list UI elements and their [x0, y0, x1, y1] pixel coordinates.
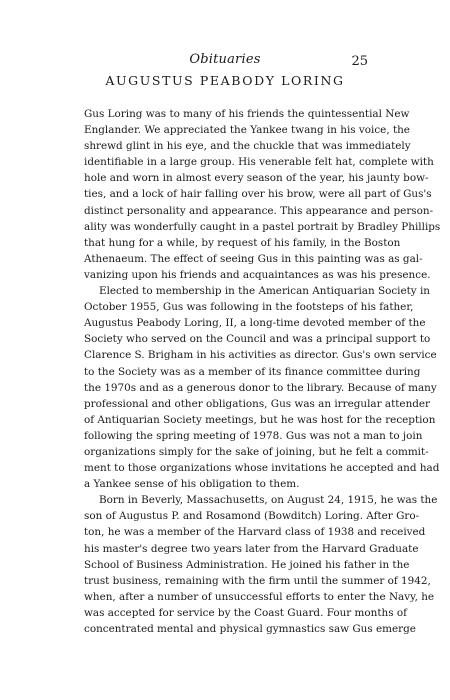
body-line: when, after a number of unsuccessful efforts to enter the Navy, he	[84, 590, 435, 603]
body-line: a Yankee sense of his obligation to them.	[84, 478, 300, 491]
body-line: following the spring meeting of 1978. Gus was not a man to join	[84, 429, 423, 442]
body-line: son of Augustus P. and Rosamond (Bowditch) Loring. After Gro-	[84, 510, 420, 523]
body-line: the 1970s and as a generous donor to the library. Because of many	[84, 381, 437, 394]
body-line: Augustus Peabody Loring, II, a long-time devoted member of the	[84, 317, 426, 330]
body-line: Athenaeum. The effect of seeing Gus in this painting was as gal-	[84, 252, 423, 265]
body-line: concentrated mental and physical gymnastics saw Gus emerge	[84, 623, 416, 635]
body-line: his master's degree two years later from the Harvard Graduate	[84, 542, 419, 555]
body-line: School of Business Administration. He joined his father in the	[84, 558, 410, 571]
body-line: Born in Beverly, Massachusetts, on August 24, 1915, he was the	[99, 494, 438, 507]
body-line: was accepted for service by the Coast Guard. Four months of	[84, 606, 407, 619]
body-line: Society who served on the Council and was a principal support to	[84, 333, 431, 346]
body-line: Clarence S. Brigham in his activities as director. Gus's own service	[84, 349, 437, 362]
body-line: to the Society was as a member of its finance committee during	[84, 365, 421, 378]
body-line: Gus Loring was to many of his friends the quintessential New	[84, 108, 410, 120]
body-line: professional and other obligations, Gus was an irregular attender	[84, 397, 431, 410]
body-line: Elected to membership in the American Antiquarian Society in	[99, 285, 430, 298]
body-line: distinct personality and appearance. This appearance and person-	[84, 204, 434, 217]
body-line: Englander. We appreciated the Yankee twang in his voice, the	[84, 124, 410, 137]
running-head: Obituaries	[189, 52, 261, 67]
body-line: trust business, remaining with the firm until the summer of 1942,	[84, 574, 431, 587]
body-line: ton, he was a member of the Harvard class of 1938 and received	[84, 526, 426, 539]
body-line: ties, and a lock of hair falling over his brow, were all part of Gus's	[84, 188, 432, 201]
body-line: identifiable in a large group. His venerable felt hat, complete with	[84, 156, 434, 169]
body-line: October 1955, Gus was following in the footsteps of his father,	[84, 301, 414, 314]
body-line: ment to those organizations whose invitations he accepted and had	[84, 462, 440, 475]
body-line: organizations simply for the sake of joining, but he felt a commit-	[84, 445, 429, 458]
body-line: that hung for a while, by request of his family, in the Boston	[84, 236, 401, 249]
article-title: AUGUSTUS PEABODY LORING	[105, 73, 345, 88]
body-line: shrewd glint in his eye, and the chuckle that was immediately	[84, 140, 411, 153]
page-number: 25	[351, 54, 368, 69]
body-line: ality was wonderfully caught in a pastel portrait by Bradley Phillips	[84, 220, 441, 233]
article-body	[84, 106, 441, 637]
body-line: of Antiquarian Society meetings, but he was host for the reception	[84, 413, 436, 426]
body-line: hole and worn in almost every season of the year, his jaunty bow-	[84, 172, 429, 185]
body-line: vanizing upon his friends and acquaintances as was his presence.	[84, 268, 431, 281]
